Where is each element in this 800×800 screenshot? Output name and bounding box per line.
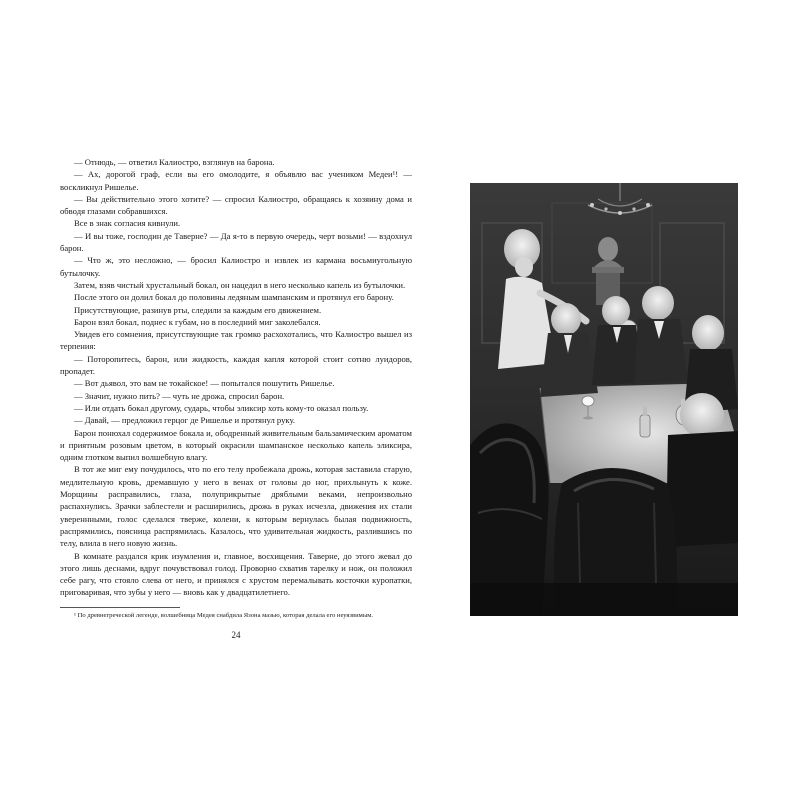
illustration: [470, 183, 738, 616]
paragraph: — Отнюдь, — ответил Калиостро, взглянув на барона.: [74, 157, 275, 167]
paragraph: После этого он долил бокал до половины ледяным шампанским и протянул его барону.: [74, 292, 394, 303]
paragraph: — Давай, — предложил герцог де Ришелье и протянул руку.: [74, 415, 296, 426]
paragraph: Барон понюхал содержимое бокала и, ободренный живительным бальзамическим ароматом и приятным розовым цветом, в который окрасили шампанское несколько капель эликсира, одним глотком выпил волшебную влагу.: [60, 427, 412, 463]
paragraph: — Вот дьявол, это вам не токайское! — попытался пошутить Ришелье.: [74, 378, 335, 389]
paragraph: — Ах, дорогой граф, если вы его омолодите, я объявлю вас учеником Медеи¹! — воскликнул Ришелье.: [60, 169, 412, 192]
paragraph: Барон взял бокал, поднес к губам, но в последний миг заколебался.: [74, 316, 321, 327]
paragraph: — Поторопитесь, барон, или жидкость, каждая капля которой стоит сотню луидоров, пропадет.: [60, 353, 412, 377]
paragraph: В тот же миг ему почудилось, что по его телу пробежала дрожь, которая заставила старую, медлительную кровь, дремавшую у него в венах от головы до ног, прихлынуть к коже. Морщины расправились, глаза, полуприкрытые дряблыми веками, непроизвольно распахнулись. Зрачки заблестели и расширились, дрожь в руках исчезла, движения их стали увереннными, голос сделался тверже, колени, к которым вернулась былая подвижность, распрямились, поясница распрямилась. Казалось, что удивительная жидкость, разлившись по телу, влила в него новую жизнь.: [60, 464, 412, 549]
paragraph: В комнате раздался крик изумления и, главное, восхищения. Таверне, до этого жевал до этого лишь деснами, вдруг почувствовал голод. Проворно схватив тарелку и нож, он положил себе рагу, что стояло слева от него, и принялся с хрустом перемалывать косточки куропатки, приговаривая, что зубы у него — вновь как у двадцатилетнего.: [60, 550, 412, 598]
paragraph: Все в знак согласия кивнули.: [74, 218, 181, 229]
paragraph: Присутствующие, разинув рты, следили за каждым его движением.: [74, 304, 322, 315]
paragraph: — Значит, нужно пить? — чуть не дрожа, спросил барон.: [74, 390, 285, 401]
paragraph: — Или отдать бокал другому, сударь, чтобы эликсир хоть кому-то оказал пользу.: [74, 402, 369, 413]
footnote-divider: [60, 607, 180, 608]
floor-shadow: [470, 583, 738, 616]
paragraph: — Вы действительно этого хотите? — спросил Калиостро, обращаясь к хозяину дома и обводя глазами собравшихся.: [60, 193, 412, 217]
page-number: 24: [231, 630, 241, 641]
paragraph: Затем, взяв чистый хрустальный бокал, он нацедил в него несколько капель из бутылочки.: [74, 279, 406, 290]
paragraph: Увидев его сомнения, присутствующие так громко расхохотались, что Калиостро вышел из терпения:: [60, 329, 412, 352]
paragraph: — И вы тоже, господин де Таверне? — Да я-то в первую очередь, черт возьми! — вздохнул барон.: [60, 230, 412, 254]
text-column: [60, 156, 412, 640]
footnote: ¹ По древнегреческой легенде, волшебница Медея снабдила Язона мазью, которая делала его неуязвимым.: [74, 611, 374, 619]
paragraph: — Что ж, это несложно, — бросил Калиостро и извлек из кармана восьмиугольную бутылочку.: [60, 255, 412, 278]
